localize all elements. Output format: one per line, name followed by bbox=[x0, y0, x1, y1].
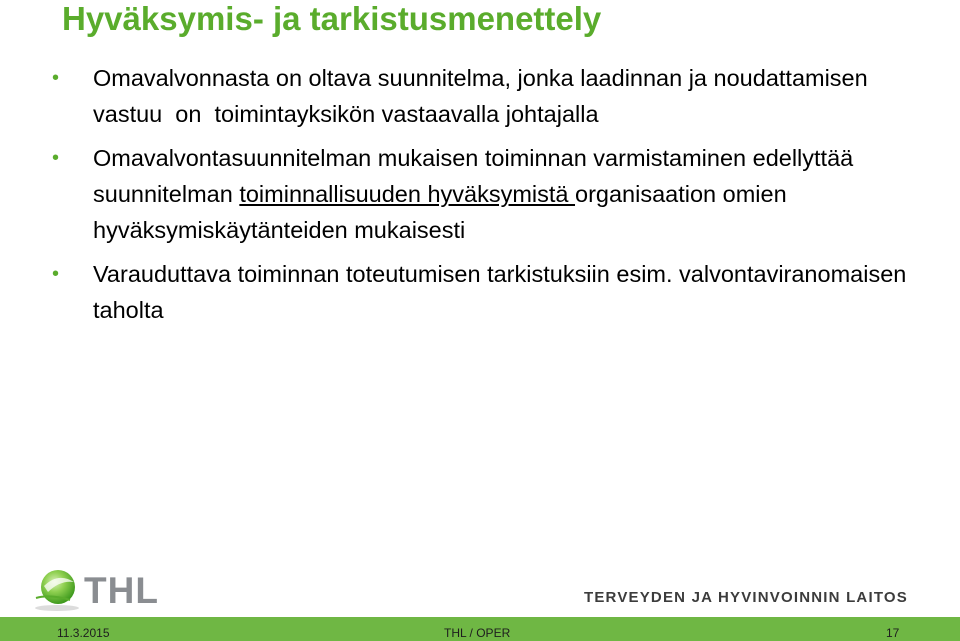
bullet-dot-icon: • bbox=[52, 147, 60, 169]
footer-date: 11.3.2015 bbox=[57, 626, 110, 640]
bullet-text: Varauduttava toiminnan toteutumisen tarkistuksiin esim. valvontaviranomaisen taholta bbox=[93, 261, 907, 323]
bullet-text-part: organisaation omien hyväksymiskäytänteiden mukaisesti bbox=[93, 181, 787, 243]
bullet-item bbox=[52, 140, 932, 248]
bullet-item bbox=[52, 256, 932, 328]
footer-center-label: THL / OPER bbox=[444, 626, 511, 640]
bullet-dot-icon: • bbox=[52, 67, 60, 89]
bullet-text-part: Omavalvontasuunnitelman mukaisen toiminnan varmistaminen edellyttää suunnitelman bbox=[93, 145, 854, 207]
institute-name: TERVEYDEN JA HYVINVOINNIN LAITOS bbox=[583, 589, 908, 606]
bullet-text-underlined: toiminnallisuuden hyväksymistä bbox=[239, 181, 576, 207]
bullet-text: Omavalvonnasta on oltava suunnitelma, jonka laadinnan ja noudattamisen vastuu on toimintayksikön vastaavalla johtajalla bbox=[93, 65, 875, 127]
slide-title: Hyväksymis- ja tarkistusmenettely bbox=[62, 0, 602, 37]
logo-text: THL bbox=[84, 570, 159, 611]
bullet-item bbox=[52, 60, 932, 132]
page-number: 17 bbox=[886, 626, 900, 640]
bullet-dot-icon: • bbox=[52, 263, 60, 285]
bullet-list bbox=[52, 60, 932, 336]
